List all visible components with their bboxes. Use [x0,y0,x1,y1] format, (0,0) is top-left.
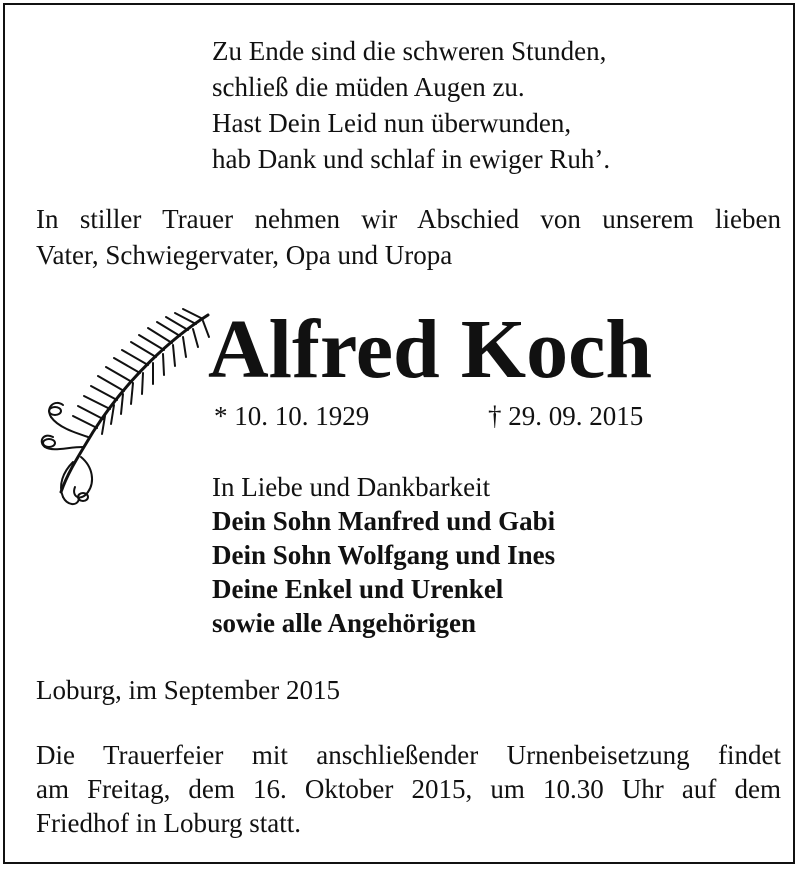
poem-line: Hast Dein Leid nun überwunden, [212,108,572,138]
poem-line: Zu Ende sind die schweren Stunden, [212,36,607,66]
poem-line: schließ die müden Augen zu. [212,72,525,102]
intro-line: In stiller Trauer nehmen wir Abschied von unserem lieben [36,204,781,234]
family-member: Dein Sohn Manfred und Gabi [212,506,556,536]
intro-line: Vater, Schwiegervater, Opa und Uropa [36,240,453,270]
death-date: † 29. 09. 2015 [488,401,644,431]
palm-branch-icon [33,307,218,512]
ceremony-line: Friedhof in Loburg statt. [36,808,301,838]
ceremony-line: Die Trauerfeier mit anschließender Urnenbeisetzung findet [36,740,781,770]
family-signature [212,470,555,640]
intro-text [36,201,781,273]
family-member: Deine Enkel und Urenkel [212,574,504,604]
deceased-name: Alfred Koch [208,303,653,396]
family-member: Dein Sohn Wolfgang und Ines [212,540,556,570]
ceremony-line: am Freitag, dem 16. Oktober 2015, um 10.30 Uhr auf dem [36,774,781,804]
family-intro: In Liebe und Dankbarkeit [212,472,491,502]
place-date: Loburg, im September 2015 [36,675,340,705]
obituary-notice [3,3,795,864]
birth-date: * 10. 10. 1929 [214,401,370,431]
ceremony-info [36,738,781,840]
poem [212,33,610,177]
poem-line: hab Dank und schlaf in ewiger Ruh’. [212,144,611,174]
family-member: sowie alle Angehörigen [212,608,476,638]
